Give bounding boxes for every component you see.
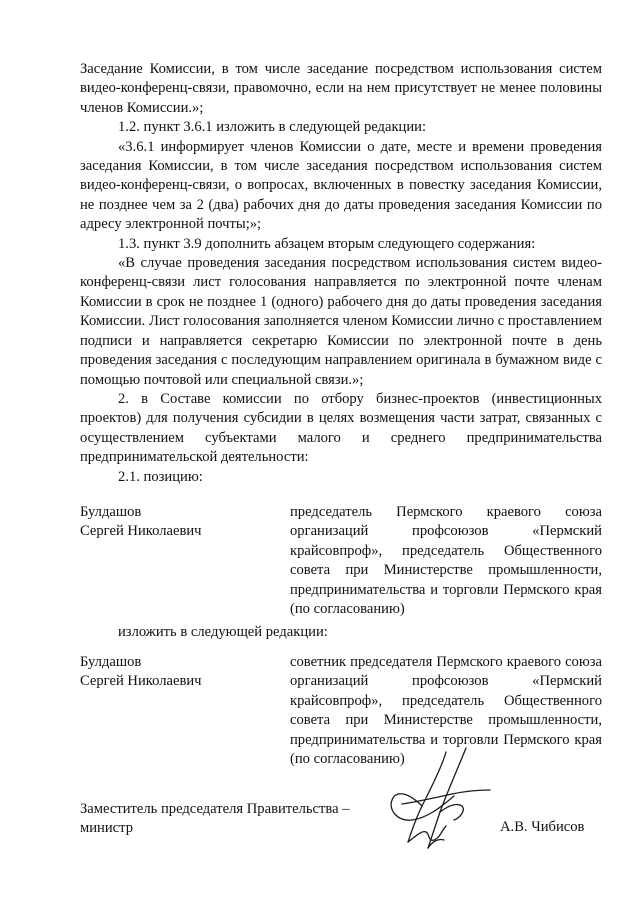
- person-surname: Булдашов: [80, 654, 142, 670]
- paragraph-item-2: 2. в Составе комиссии по отбору бизнес-проектов (инвестиционных проектов) для получения субсидии в целях возмещения части затрат, связанных с осуществлением субъектами малого и среднего предпринимательства предпринимательской деятельности:: [80, 390, 602, 466]
- person-role: советник председателя Пермского краевого союза организаций профсоюзов «Пермский крайсовпроф», председатель Общественного совета при Министерстве промышленности, предпринимательства и торговли Пермского края (по согласованию): [290, 654, 602, 768]
- signatory-title-line1: Заместитель председателя Правительства –: [80, 801, 350, 817]
- signatory-name: А.В. Чибисов: [500, 819, 585, 835]
- person-surname: Булдашов: [80, 504, 142, 520]
- signatory-title: [80, 800, 350, 839]
- paragraph-clause-3-6-1: «3.6.1 информирует членов Комиссии о дате, месте и времени проведения заседания Комиссии, в том числе заседания посредством использования систем видео-конференц-связи, о вопросах, включенных в повестку заседания Комиссии, не позднее чем за 2 (два) рабочих дня до даты проведения заседания Комиссии по адресу электронной почты;»;: [80, 138, 602, 233]
- handwritten-signature: [382, 746, 494, 852]
- paragraph-item-2-1: 2.1. позицию:: [118, 468, 203, 485]
- person-name: [80, 653, 270, 692]
- paragraph-clause-3-9: «В случае проведения заседания посредством использования систем видео-конференц-связи лист голосования направляется по электронной почте членам Комиссии в срок не позднее 1 (одного) рабочего дня до даты проведения заседания Комиссии. Лист голосования заполняется членом Комиссии лично с проставлением подписи и направляется секретарю Комиссии по электронной почте в день проведения заседания с последующим направлением оригинала в бумажном виде с помощью почтовой или специальной связи.»;: [80, 255, 602, 388]
- signatory-title-line2: министр: [80, 820, 133, 837]
- person-given-names: Сергей Николаевич: [80, 523, 202, 540]
- paragraph-item-1-3: 1.3. пункт 3.9 дополнить абзацем вторым следующего содержания:: [118, 235, 536, 252]
- paragraph-quorum: Заседание Комиссии, в том числе заседание посредством использования систем видео-конференц-связи, правомочно, если на нем присутствует не менее половины членов Комиссии.»;: [80, 61, 602, 116]
- person-role: председатель Пермского краевого союза организаций профсоюзов «Пермский крайсовпроф», председатель Общественного совета при Министерстве промышленности, предпринимательства и торговли Пермского края (по согласованию): [290, 504, 602, 618]
- body-text: [80, 60, 602, 487]
- restate-label: изложить в следующей редакции:: [118, 624, 328, 640]
- person-given-names: Сергей Николаевич: [80, 673, 202, 690]
- person-name: [80, 503, 270, 542]
- paragraph-item-1-2: 1.2. пункт 3.6.1 изложить в следующей редакции:: [118, 119, 427, 136]
